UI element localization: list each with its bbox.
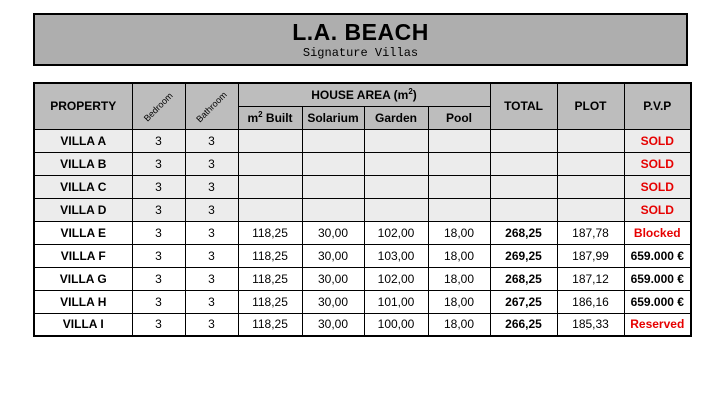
cell-pvp: 659.000 €: [624, 267, 691, 290]
page-subtitle: Signature Villas: [302, 46, 419, 60]
cell-built: 118,25: [238, 221, 302, 244]
cell-pvp: Reserved: [624, 313, 691, 336]
header-house-area-label: HOUSE AREA (m: [311, 88, 409, 103]
cell-plot: [557, 175, 624, 198]
cell-plot: 187,12: [557, 267, 624, 290]
header-bathroom: [185, 83, 238, 129]
cell-pool: 18,00: [428, 221, 490, 244]
header-m2-built-rest: Built: [262, 111, 293, 125]
table-row: [34, 221, 691, 244]
cell-built: 118,25: [238, 244, 302, 267]
header-bedroom-label: Bedroom: [142, 90, 175, 124]
cell-bedroom: 3: [132, 267, 185, 290]
cell-pvp: SOLD: [624, 152, 691, 175]
cell-total: [490, 198, 557, 221]
cell-plot: 187,99: [557, 244, 624, 267]
cell-pvp: SOLD: [624, 175, 691, 198]
table-row: [34, 244, 691, 267]
cell-pool: [428, 175, 490, 198]
cell-garden: 102,00: [364, 221, 428, 244]
cell-pool: 18,00: [428, 290, 490, 313]
title-banner: [33, 13, 688, 66]
cell-total: [490, 175, 557, 198]
table-row: [34, 129, 691, 152]
cell-pvp: SOLD: [624, 129, 691, 152]
cell-garden: 103,00: [364, 244, 428, 267]
cell-bathroom: 3: [185, 152, 238, 175]
cell-garden: [364, 198, 428, 221]
cell-bedroom: 3: [132, 198, 185, 221]
villas-table: [33, 82, 692, 337]
cell-bathroom: 3: [185, 221, 238, 244]
cell-bathroom: 3: [185, 267, 238, 290]
cell-bathroom: 3: [185, 198, 238, 221]
header-plot: PLOT: [557, 83, 624, 129]
cell-bedroom: 3: [132, 313, 185, 336]
cell-total: 267,25: [490, 290, 557, 313]
page-title: L.A. BEACH: [292, 19, 429, 45]
cell-solarium: [302, 129, 364, 152]
cell-garden: [364, 175, 428, 198]
cell-pvp: SOLD: [624, 198, 691, 221]
header-m2-built: [238, 106, 302, 129]
cell-property: VILLA F: [34, 244, 132, 267]
header-bathroom-label: Bathroom: [194, 89, 229, 125]
cell-property: VILLA E: [34, 221, 132, 244]
cell-built: [238, 152, 302, 175]
cell-garden: 101,00: [364, 290, 428, 313]
cell-property: VILLA B: [34, 152, 132, 175]
header-garden: Garden: [364, 106, 428, 129]
cell-total: 269,25: [490, 244, 557, 267]
cell-built: 118,25: [238, 313, 302, 336]
cell-plot: 186,16: [557, 290, 624, 313]
cell-bathroom: 3: [185, 313, 238, 336]
table-row: [34, 313, 691, 336]
header-m2-built-sup: 2: [258, 110, 263, 119]
cell-plot: [557, 152, 624, 175]
cell-property: VILLA G: [34, 267, 132, 290]
header-solarium: Solarium: [302, 106, 364, 129]
cell-bathroom: 3: [185, 290, 238, 313]
cell-property: VILLA A: [34, 129, 132, 152]
cell-pool: 18,00: [428, 267, 490, 290]
header-bedroom: [132, 83, 185, 129]
cell-solarium: [302, 198, 364, 221]
header-property: PROPERTY: [34, 83, 132, 129]
cell-solarium: 30,00: [302, 221, 364, 244]
table-row: [34, 152, 691, 175]
cell-garden: [364, 129, 428, 152]
header-house-area-sup: 2: [408, 87, 413, 97]
cell-built: 118,25: [238, 267, 302, 290]
table-body: [34, 129, 691, 336]
cell-property: VILLA H: [34, 290, 132, 313]
header-pvp: P.V.P: [624, 83, 691, 129]
cell-pvp: 659.000 €: [624, 244, 691, 267]
cell-property: VILLA I: [34, 313, 132, 336]
table-row: [34, 290, 691, 313]
cell-bedroom: 3: [132, 244, 185, 267]
cell-pool: [428, 198, 490, 221]
cell-solarium: 30,00: [302, 244, 364, 267]
cell-bathroom: 3: [185, 129, 238, 152]
cell-bedroom: 3: [132, 175, 185, 198]
cell-solarium: 30,00: [302, 267, 364, 290]
cell-bathroom: 3: [185, 175, 238, 198]
cell-solarium: [302, 175, 364, 198]
cell-bedroom: 3: [132, 152, 185, 175]
cell-solarium: 30,00: [302, 313, 364, 336]
cell-built: 118,25: [238, 290, 302, 313]
table-row: [34, 198, 691, 221]
table-row: [34, 267, 691, 290]
cell-pool: 18,00: [428, 313, 490, 336]
cell-garden: 100,00: [364, 313, 428, 336]
cell-built: [238, 198, 302, 221]
cell-property: VILLA C: [34, 175, 132, 198]
cell-total: [490, 152, 557, 175]
cell-bedroom: 3: [132, 290, 185, 313]
cell-pool: [428, 129, 490, 152]
cell-solarium: [302, 152, 364, 175]
cell-pvp: Blocked: [624, 221, 691, 244]
cell-plot: [557, 198, 624, 221]
cell-garden: [364, 152, 428, 175]
cell-total: 268,25: [490, 221, 557, 244]
cell-pvp: 659.000 €: [624, 290, 691, 313]
cell-total: 268,25: [490, 267, 557, 290]
cell-pool: 18,00: [428, 244, 490, 267]
cell-total: [490, 129, 557, 152]
cell-pool: [428, 152, 490, 175]
header-m2-built-m: m: [247, 111, 259, 125]
cell-bedroom: 3: [132, 129, 185, 152]
cell-built: [238, 129, 302, 152]
cell-solarium: 30,00: [302, 290, 364, 313]
cell-plot: [557, 129, 624, 152]
cell-built: [238, 175, 302, 198]
header-house-area: [238, 83, 490, 106]
cell-plot: 185,33: [557, 313, 624, 336]
cell-property: VILLA D: [34, 198, 132, 221]
cell-plot: 187,78: [557, 221, 624, 244]
cell-bedroom: 3: [132, 221, 185, 244]
header-total: TOTAL: [490, 83, 557, 129]
cell-total: 266,25: [490, 313, 557, 336]
header-house-area-close: ): [412, 88, 417, 103]
header-pool: Pool: [428, 106, 490, 129]
table-row: [34, 175, 691, 198]
cell-garden: 102,00: [364, 267, 428, 290]
cell-bathroom: 3: [185, 244, 238, 267]
